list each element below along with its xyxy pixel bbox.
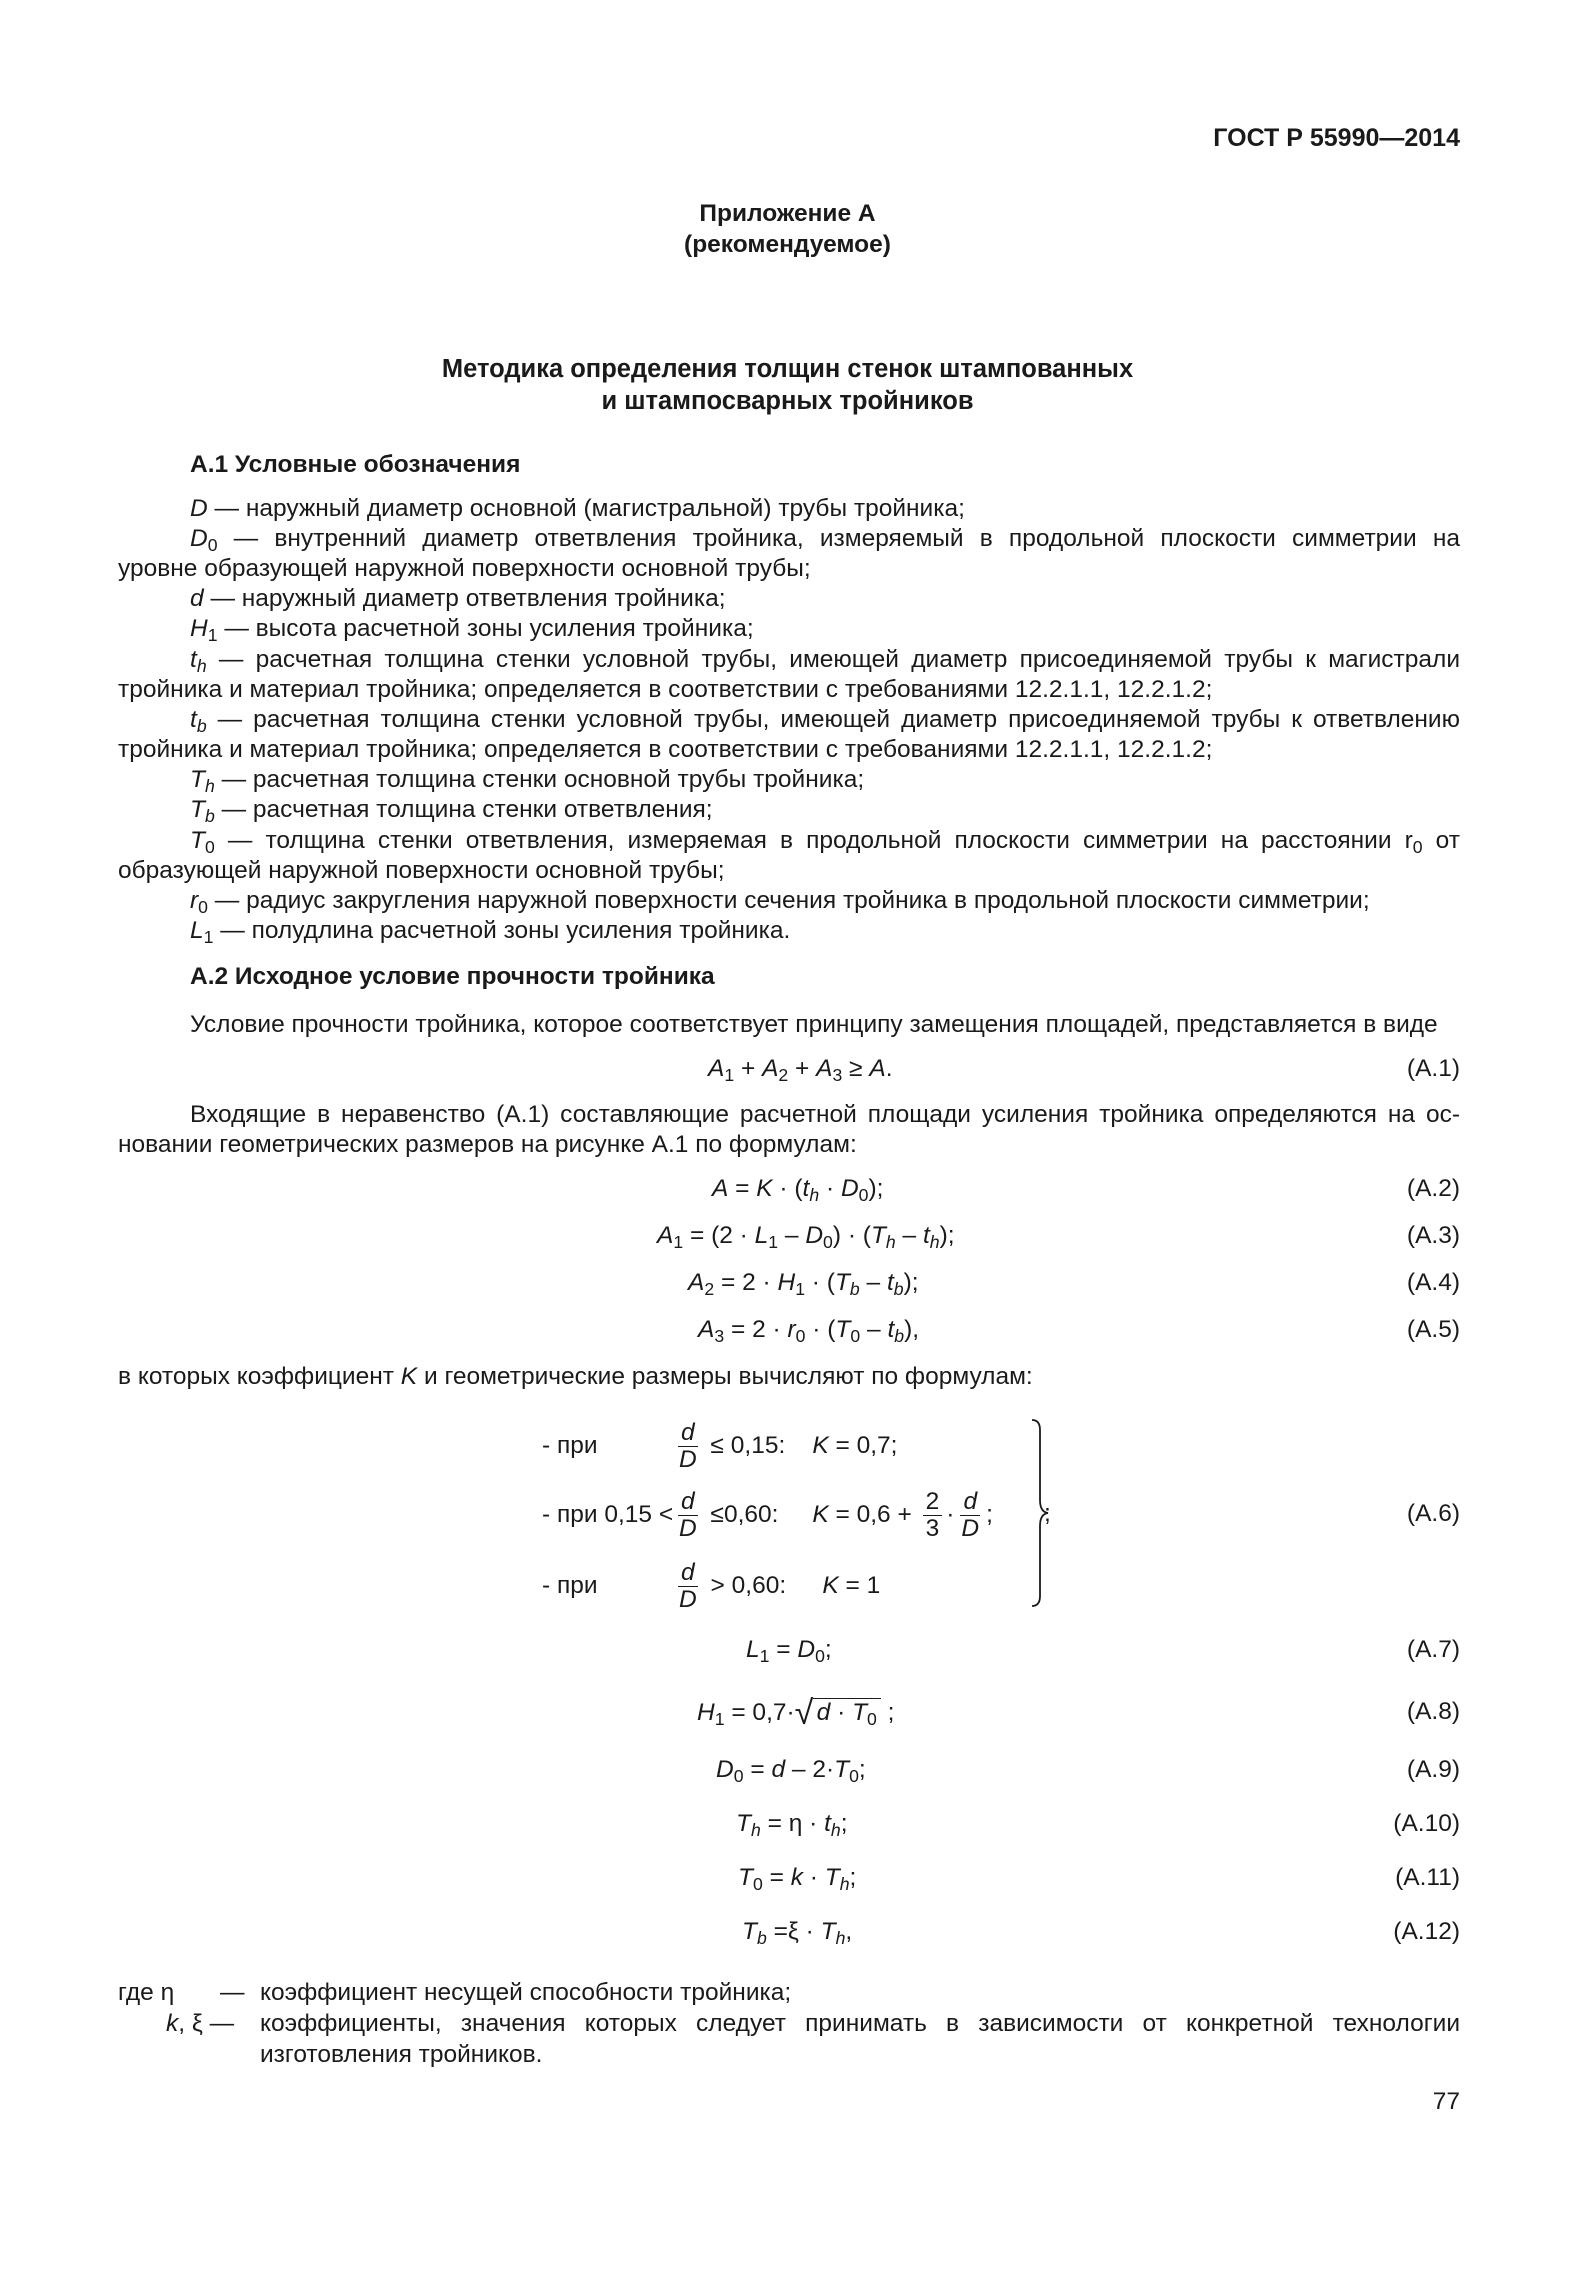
equation-number-a8: (А.8) <box>1406 1698 1460 1725</box>
section-a2-heading: А.2 Исходное условие прочности тройника <box>190 963 715 990</box>
paragraph-strength-condition: Условие прочности тройника, которое соответствует принципу замещения площадей, представляется в виде <box>190 1011 1438 1038</box>
equation-number-a12: (А.12) <box>1393 1918 1460 1945</box>
where-label-eta: где η <box>118 1979 175 2006</box>
paragraph-components: Входящие в неравенство (А.1) составляющие расчетной площади усиления тройника определяются на ос- <box>190 1101 1460 1128</box>
annex-title: Приложение А <box>699 200 876 227</box>
equation-number-a10: (А.10) <box>1393 1810 1460 1837</box>
fraction-d-over-D: $\frac{d}{D}$ <box>961 1488 980 1542</box>
definition-Tb: $T_b$ — расчетная толщина стенки ответвления; <box>190 796 713 826</box>
fraction-2-over-3: $\frac{2}{3}$ <box>923 1489 943 1542</box>
equation-a9: $D_0 = d - 2\cdot T_0$; <box>716 1756 866 1786</box>
equation-a5: $A_3 = 2 \cdot r_0 \cdot (T_0 - t_b)$, <box>698 1316 920 1346</box>
equation-a8: $H_1 = 0,7\cdot$ √ $d \cdot T_0$ ; <box>697 1694 895 1732</box>
equation-a6-case3: - при $\frac{d}{D}$ > 0,60: K = 1 <box>542 1559 881 1613</box>
equation-number-a11: (А.11) <box>1395 1864 1460 1891</box>
annex-status: (рекомендуемое) <box>684 231 891 258</box>
fraction-d-over-D: $\frac{d}{D}$ <box>679 1488 697 1542</box>
definition-L1: $L_1$ — полудлина расчетной зоны усиления тройника. <box>190 917 791 947</box>
equation-number-a1: (А.1) <box>1406 1055 1460 1082</box>
definition-Th: $T_h$ — расчетная толщина стенки основной трубы тройника; <box>190 766 865 796</box>
where-k-xi-desc: коэффициенты, значения которых следует принимать в зависимости от конкретной технологии <box>260 2010 1460 2037</box>
where-eta-desc: коэффициент несущей способности тройника; <box>260 1979 792 2006</box>
equation-a7: $L_1 = D_0$; <box>746 1636 832 1666</box>
page-number: 77 <box>1432 2088 1460 2115</box>
equation-a6-case2: - при 0,15 < $\frac{d}{D}$ ≤0,60: K = 0,6 + $\frac{2}{3}$ · $\frac{d}{D}$ ; <box>542 1488 993 1542</box>
equation-number-a4: (А.4) <box>1406 1269 1460 1296</box>
paragraph-coefficient: в которых коэффициент K и геометрические размеры вычисляют по формулам: <box>118 1363 1033 1390</box>
main-title-line2: и штампосварных тройников <box>601 387 974 415</box>
doc-code: ГОСТ Р 55990—2014 <box>1213 124 1460 152</box>
equation-a11: $T_0 = k \cdot T_h$; <box>738 1864 857 1894</box>
fraction-d-over-D: $\frac{d}{D}$ <box>679 1559 697 1613</box>
where-dash-1: — <box>220 1979 245 2006</box>
definition-tb: $t_b$ — расчетная толщина стенки условной трубы, имеющей диаметр присоединяемой трубы к ответвлению <box>190 706 1460 736</box>
section-a1-heading: А.1 Условные обозначения <box>190 451 521 478</box>
definition-T0: $T_0$ — толщина стенки ответвления, измеряемая в продольной плоскости симметрии на расстоянии $r_0$ от <box>190 827 1460 857</box>
fraction-d-over-D: $\frac{d}{D}$ <box>679 1419 697 1473</box>
equation-number-a6: (А.6) <box>1406 1500 1460 1527</box>
definition-D0: $D_0$ — внутренний диаметр ответвления тройника, измеряемый в продольной плоскости симметрии на <box>190 525 1460 555</box>
definition-T0-cont: образующей наружной поверхности основной трубы; <box>118 857 725 884</box>
equation-number-a9: (А.9) <box>1406 1756 1460 1783</box>
definition-r0: $r_0$ — радиус закругления наружной поверхности сечения тройника в продольной плоскости симметрии; <box>190 887 1370 917</box>
definition-D: D — наружный диаметр основной (магистральной) трубы тройника; <box>190 495 965 522</box>
equation-a3: $A_1 = (2 \cdot L_1 - D_0) \cdot (T_h - t_h)$; <box>657 1222 955 1252</box>
where-label-k-xi: k, ξ — <box>166 2010 235 2037</box>
definition-H1: $H_1$ — высота расчетной зоны усиления тройника; <box>190 615 754 645</box>
equation-a6-case1: - при $\frac{d}{D}$ ≤ 0,15: K = 0,7; <box>542 1419 898 1473</box>
equation-a12: $T_b =\xi \cdot T_h$, <box>742 1918 853 1948</box>
where-k-xi-desc-cont: изготовления тройников. <box>260 2041 543 2068</box>
equation-a1: $A_1 + A_2 + A_3 \ge A$. <box>708 1055 893 1085</box>
square-root: √ $d \cdot T_0$ <box>795 1698 881 1727</box>
definition-d: d — наружный диаметр ответвления тройника; <box>190 585 726 612</box>
equation-number-a5: (А.5) <box>1406 1316 1460 1343</box>
definition-th: $t_h$ — расчетная толщина стенки условной трубы, имеющей диаметр присоединяемой трубы к магистрали <box>190 646 1460 676</box>
main-title-line1: Методика определения толщин стенок штампованных <box>441 355 1134 383</box>
equation-number-a7: (А.7) <box>1406 1636 1460 1663</box>
equation-a10: $T_h = \eta \cdot t_h$; <box>736 1810 848 1840</box>
definition-th-cont: тройника и материал тройника; определяется в соответствии с требованиями 12.2.1.1, 12.2.1.2; <box>118 676 1213 703</box>
equation-number-a2: (А.2) <box>1406 1175 1460 1202</box>
equation-a4: $A_2 = 2 \cdot H_1 \cdot (T_b - t_b)$; <box>688 1269 919 1299</box>
case1-k: K = 0,7; <box>812 1431 898 1459</box>
definition-tb-cont: тройника и материал тройника; определяется в соответствии с требованиями 12.2.1.1, 12.2.1.2; <box>118 736 1213 763</box>
brace-semicolon: ; <box>1044 1500 1051 1527</box>
paragraph-components-cont: новании геометрических размеров на рисунке А.1 по формулам: <box>118 1131 857 1158</box>
definition-D0-cont: уровне образующей наружной поверхности основной трубы; <box>118 555 811 582</box>
equation-number-a3: (А.3) <box>1406 1222 1460 1249</box>
equation-a2: $A = K \cdot (t_h \cdot D_0)$; <box>712 1175 884 1205</box>
